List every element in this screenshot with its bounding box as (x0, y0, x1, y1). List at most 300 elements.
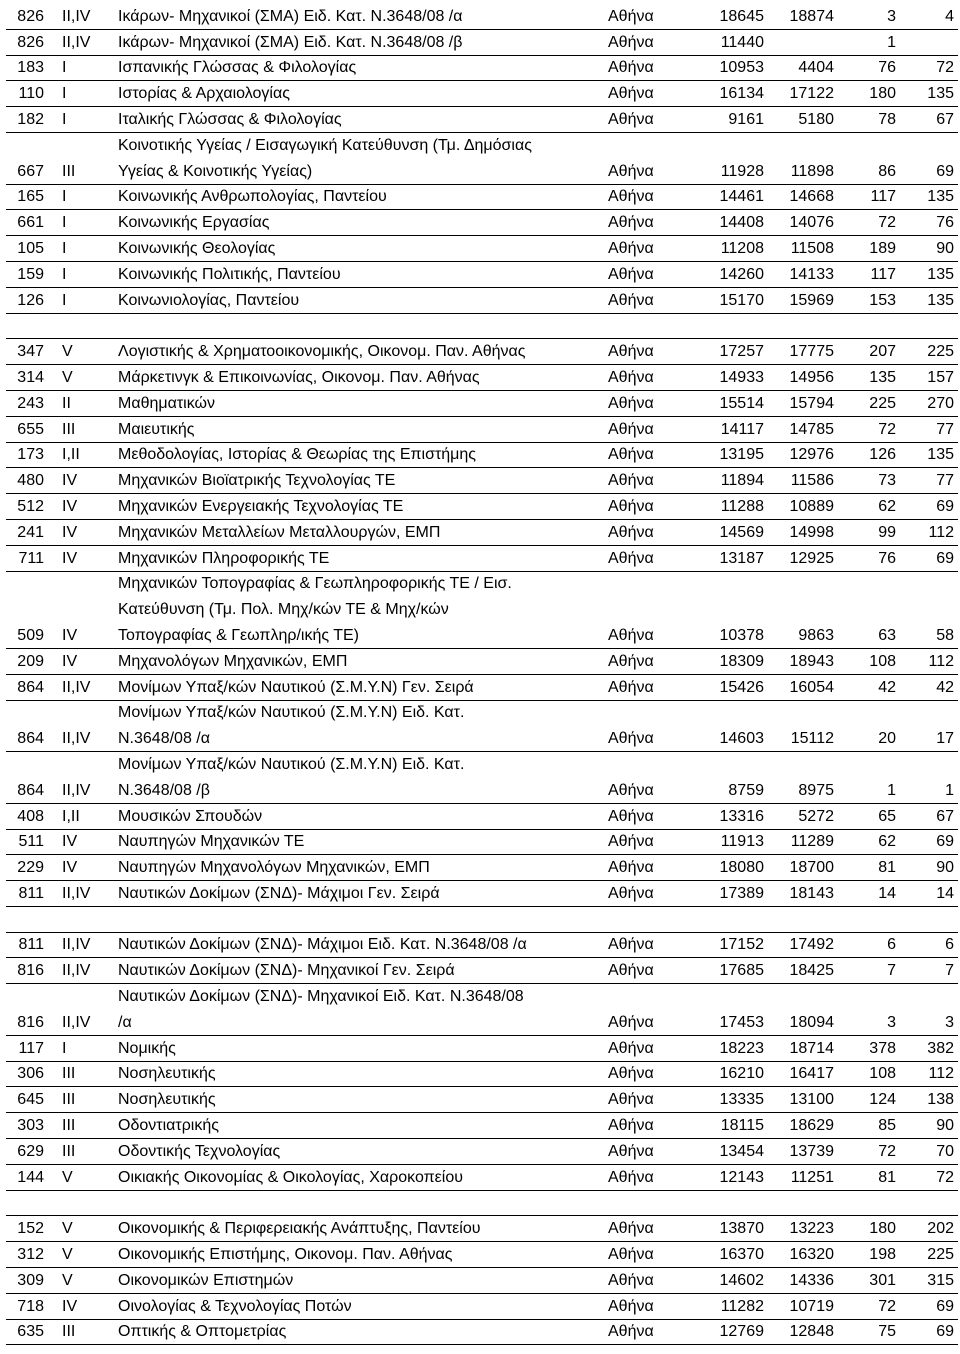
department-name-line: Μηχανολόγων Μηχανικών, ΕΜΠ (118, 652, 348, 670)
places-2-cell: 76 (936, 214, 954, 232)
department-code-cell: 229 (17, 859, 44, 877)
department-name-line: Μηχανικών Τοπογραφίας & Γεωπληροφορικής ΤΕ / Εισ. (118, 575, 512, 593)
department-name-cell (108, 187, 608, 206)
score-1-cell: 17389 (719, 884, 764, 902)
table-row (6, 1087, 958, 1113)
score-1-cell: 10953 (719, 59, 764, 77)
department-name-cell (108, 523, 608, 542)
places-2-cell: 4 (945, 7, 954, 25)
score-2-cell: 18629 (789, 1117, 834, 1135)
department-code-cell: 811 (18, 884, 44, 902)
department-name-line: /α (118, 1013, 132, 1031)
city-cell: Αθήνα (608, 1039, 654, 1057)
scientific-field-cell: I (62, 59, 67, 77)
department-name-line: Ισπανικής Γλώσσας & Φιλολογίας (118, 59, 357, 77)
department-name-cell (108, 368, 608, 387)
score-2-cell: 9863 (798, 626, 834, 644)
score-1-cell: 13454 (719, 1142, 764, 1160)
department-code-cell: 309 (17, 1271, 44, 1289)
department-name-line: Κοινωνιολογίας, Παντείου (118, 291, 300, 309)
scientific-field-cell: III (62, 1323, 76, 1341)
places-2-cell: 3 (945, 1013, 954, 1031)
city-cell: Αθήνα (608, 472, 654, 490)
score-2-cell: 10889 (789, 497, 834, 515)
places-1-cell: 20 (878, 730, 896, 748)
score-2-cell: 18714 (789, 1039, 834, 1057)
city-cell: Αθήνα (608, 188, 654, 206)
department-name-line: Μεθοδολογίας, Ιστορίας & Θεωρίας της Επιστήμης (118, 446, 477, 464)
department-name-cell (108, 1064, 608, 1083)
department-code-cell: 826 (17, 33, 44, 51)
department-code-cell: 165 (17, 188, 44, 206)
table-row (6, 520, 958, 546)
city-cell: Αθήνα (608, 807, 654, 825)
score-1-cell: 8759 (728, 781, 764, 799)
city-cell: Αθήνα (608, 1142, 654, 1160)
score-2-cell: 18143 (789, 884, 834, 902)
city-cell: Αθήνα (608, 1323, 654, 1341)
department-name-cell (108, 445, 608, 464)
places-2-cell: 135 (927, 85, 954, 103)
department-code-cell: 816 (17, 1013, 44, 1031)
table-row (6, 365, 958, 391)
city-cell: Αθήνα (608, 884, 654, 902)
department-name-cell (108, 1271, 608, 1290)
places-1-cell: 3 (887, 7, 896, 25)
department-name-cell (108, 678, 608, 697)
table-row (6, 1294, 958, 1320)
table-row (6, 417, 958, 443)
places-2-cell: 17 (936, 730, 954, 748)
department-name-line: Οινολογίας & Τεχνολογίας Ποτών (118, 1297, 352, 1315)
department-name-line: Μονίμων Υπαξ/κών Ναυτικού (Σ.Μ.Υ.Ν) Ειδ. Κατ. (118, 704, 465, 722)
places-2-cell: 67 (936, 110, 954, 128)
department-name-cell (108, 858, 608, 877)
score-2-cell: 12925 (789, 549, 834, 567)
score-2-cell: 5272 (798, 807, 834, 825)
places-2-cell: 135 (927, 265, 954, 283)
table-row (6, 133, 958, 185)
department-code-cell: 645 (17, 1091, 44, 1109)
score-2-cell: 13739 (789, 1142, 834, 1160)
places-2-cell: 69 (936, 833, 954, 851)
scientific-field-cell: IV (62, 626, 78, 644)
score-1-cell: 15514 (719, 394, 764, 412)
department-name-cell (108, 239, 608, 258)
city-cell: Αθήνα (608, 85, 654, 103)
department-name-line: Οικονομικής Επιστήμης, Οικονομ. Παν. Αθήνας (118, 1246, 453, 1264)
department-name-cell (108, 1168, 608, 1187)
scientific-field-cell: I (62, 291, 67, 309)
department-name-line: Μουσικών Σπουδών (118, 807, 263, 825)
city-cell: Αθήνα (608, 859, 654, 877)
department-code-cell: 105 (17, 239, 44, 257)
score-1-cell: 11282 (720, 1297, 764, 1315)
department-name-cell (108, 136, 608, 181)
city-cell: Αθήνα (608, 652, 654, 670)
places-1-cell: 72 (878, 1142, 896, 1160)
score-1-cell: 14408 (719, 214, 764, 232)
department-code-cell: 303 (17, 1117, 44, 1135)
places-2-cell: 202 (927, 1220, 954, 1238)
city-cell: Αθήνα (608, 7, 654, 25)
department-code-cell: 183 (17, 59, 44, 77)
scientific-field-cell: IV (62, 1297, 78, 1315)
department-name-line: Ν.3648/08 /α (118, 730, 210, 748)
score-1-cell: 18115 (720, 1117, 764, 1135)
department-name-line: Οικονομικής & Περιφερειακής Ανάπτυξης, Παντείου (118, 1220, 481, 1238)
spacer-row (6, 1191, 958, 1217)
city-cell: Αθήνα (608, 343, 654, 361)
score-2-cell: 14133 (789, 265, 834, 283)
department-name-cell (108, 549, 608, 568)
department-name-line: Κοινωνικής Ανθρωπολογίας, Παντείου (118, 188, 387, 206)
department-code-cell: 512 (17, 497, 44, 515)
places-2-cell: 72 (936, 1168, 954, 1186)
scientific-field-cell: I (62, 85, 67, 103)
department-name-cell (108, 961, 608, 980)
places-1-cell: 180 (869, 1220, 896, 1238)
department-name-line: Οικονομικών Επιστημών (118, 1271, 294, 1289)
score-2-cell: 18425 (789, 962, 834, 980)
department-name-cell (108, 265, 608, 284)
score-1-cell: 13335 (719, 1091, 764, 1109)
table-row (6, 1216, 958, 1242)
places-2-cell: 70 (936, 1142, 954, 1160)
department-name-cell (108, 394, 608, 413)
scientific-field-cell: I,II (62, 446, 80, 464)
score-1-cell: 18223 (719, 1039, 764, 1057)
department-name-cell (108, 807, 608, 826)
department-code-cell: 864 (17, 678, 44, 696)
score-2-cell: 18874 (789, 7, 834, 25)
places-1-cell: 180 (869, 85, 896, 103)
score-1-cell: 14933 (719, 368, 764, 386)
score-1-cell: 12769 (719, 1323, 764, 1341)
scientific-field-cell: I (62, 110, 67, 128)
places-2-cell: 382 (927, 1039, 954, 1057)
department-name-line: Οδοντιατρικής (118, 1117, 219, 1135)
places-1-cell: 7 (887, 962, 896, 980)
department-name-cell (108, 471, 608, 490)
places-2-cell: 69 (936, 497, 954, 515)
places-1-cell: 126 (869, 446, 896, 464)
city-cell: Αθήνα (608, 420, 654, 438)
score-1-cell: 16370 (719, 1246, 764, 1264)
department-name-cell (108, 574, 608, 645)
department-name-line: Νοσηλευτικής (118, 1091, 216, 1109)
score-2-cell: 5180 (798, 110, 834, 128)
department-code-cell: 629 (17, 1142, 44, 1160)
score-2-cell: 16320 (789, 1246, 834, 1264)
scientific-field-cell: IV (62, 549, 78, 567)
department-name-line: Ναυτικών Δοκίμων (ΣΝΔ)- Μάχιμοι Γεν. Σειρά (118, 884, 440, 902)
department-name-line: Οπτικής & Οπτομετρίας (118, 1323, 287, 1341)
department-name-cell (108, 987, 608, 1032)
places-1-cell: 76 (878, 549, 896, 567)
city-cell: Αθήνα (608, 59, 654, 77)
places-2-cell: 77 (936, 420, 954, 438)
department-name-line: Οδοντικής Τεχνολογίας (118, 1142, 281, 1160)
city-cell: Αθήνα (608, 265, 654, 283)
city-cell: Αθήνα (608, 1297, 654, 1315)
score-1-cell: 16210 (719, 1065, 764, 1083)
score-2-cell: 17775 (789, 343, 834, 361)
score-1-cell: 18645 (719, 7, 764, 25)
department-name-cell (108, 1219, 608, 1238)
scientific-field-cell: II,IV (62, 33, 91, 51)
department-name-cell (108, 935, 608, 954)
score-2-cell: 15969 (789, 291, 834, 309)
table-row (6, 1268, 958, 1294)
department-name-line: Ναυπηγών Μηχανικών ΤΕ (118, 833, 305, 851)
department-name-cell (108, 342, 608, 361)
score-1-cell: 11208 (720, 239, 764, 257)
department-name-cell (108, 755, 608, 800)
scientific-field-cell: II,IV (62, 730, 91, 748)
places-2-cell: 315 (927, 1271, 954, 1289)
city-cell: Αθήνα (608, 1246, 654, 1264)
score-1-cell: 14569 (719, 523, 764, 541)
places-2-cell: 270 (927, 394, 954, 412)
places-1-cell: 153 (869, 291, 896, 309)
score-2-cell: 18094 (789, 1013, 834, 1031)
places-2-cell: 69 (936, 1323, 954, 1341)
places-1-cell: 72 (878, 420, 896, 438)
department-name-line: Νοσηλευτικής (118, 1065, 216, 1083)
score-1-cell: 14461 (719, 188, 764, 206)
department-name-line: Μηχανικών Μεταλλείων Μεταλλουργών, ΕΜΠ (118, 523, 441, 541)
table-row (6, 1036, 958, 1062)
places-2-cell: 6 (945, 936, 954, 954)
department-code-cell: 126 (17, 291, 44, 309)
table-row (6, 185, 958, 211)
score-2-cell: 4404 (798, 59, 834, 77)
scientific-field-cell: V (62, 1220, 73, 1238)
city-cell: Αθήνα (608, 291, 654, 309)
places-1-cell: 72 (878, 1297, 896, 1315)
score-1-cell: 14602 (719, 1271, 764, 1289)
score-2-cell: 11251 (790, 1168, 834, 1186)
score-1-cell: 17152 (719, 936, 764, 954)
places-2-cell: 58 (936, 626, 954, 644)
places-2-cell: 225 (927, 343, 954, 361)
places-1-cell: 62 (878, 833, 896, 851)
spacer-row (6, 314, 958, 340)
score-2-cell: 16417 (789, 1065, 834, 1083)
scientific-field-cell: III (62, 420, 76, 438)
department-name-line: Ιταλικής Γλώσσας & Φιλολογίας (118, 110, 342, 128)
places-1-cell: 72 (878, 214, 896, 232)
city-cell: Αθήνα (608, 162, 654, 180)
city-cell: Αθήνα (608, 446, 654, 464)
city-cell: Αθήνα (608, 1271, 654, 1289)
places-2-cell: 135 (927, 188, 954, 206)
score-1-cell: 10378 (719, 626, 764, 644)
scientific-field-cell: I,II (62, 807, 80, 825)
places-2-cell: 138 (927, 1091, 954, 1109)
score-2-cell: 11586 (790, 472, 834, 490)
places-2-cell: 69 (936, 162, 954, 180)
department-code-cell: 110 (18, 85, 44, 103)
score-1-cell: 15170 (719, 291, 764, 309)
score-2-cell: 14668 (789, 188, 834, 206)
scientific-field-cell: III (62, 1065, 76, 1083)
department-name-line: Μηχανικών Πληροφορικής ΤΕ (118, 549, 330, 567)
scientific-field-cell: II,IV (62, 7, 91, 25)
score-2-cell: 13223 (789, 1220, 834, 1238)
table-row (6, 804, 958, 830)
department-name-line: Υγείας & Κοινοτικής Υγείας) (118, 162, 313, 180)
places-1-cell: 81 (878, 859, 896, 877)
scientific-field-cell: V (62, 1271, 73, 1289)
city-cell: Αθήνα (608, 730, 654, 748)
departments-table (6, 4, 958, 1345)
scientific-field-cell: IV (62, 652, 78, 670)
department-name-line: Μονίμων Υπαξ/κών Ναυτικού (Σ.Μ.Υ.Ν) Γεν. Σειρά (118, 678, 474, 696)
scientific-field-cell: IV (62, 523, 78, 541)
scientific-field-cell: II,IV (62, 884, 91, 902)
score-1-cell: 13195 (719, 446, 764, 464)
score-1-cell: 12143 (719, 1168, 764, 1186)
department-code-cell: 144 (17, 1168, 44, 1186)
places-1-cell: 73 (878, 472, 896, 490)
score-1-cell: 11894 (720, 472, 764, 490)
department-name-cell (108, 1116, 608, 1135)
table-row (6, 210, 958, 236)
department-name-cell (108, 110, 608, 129)
scientific-field-cell: II (62, 394, 71, 412)
places-1-cell: 301 (869, 1271, 896, 1289)
department-name-line: Κατεύθυνση (Τμ. Πολ. Μηχ/κών ΤΕ & Μηχ/κών (118, 601, 449, 619)
city-cell: Αθήνα (608, 1168, 654, 1186)
places-1-cell: 75 (878, 1323, 896, 1341)
table-row (6, 572, 958, 649)
table-row (6, 56, 958, 82)
score-1-cell: 11288 (720, 497, 764, 515)
score-2-cell: 14956 (789, 368, 834, 386)
department-name-line: Ναυπηγών Μηχανολόγων Μηχανικών, ΕΜΠ (118, 859, 430, 877)
places-2-cell: 90 (936, 239, 954, 257)
places-2-cell: 1 (945, 781, 954, 799)
places-1-cell: 124 (869, 1091, 896, 1109)
scientific-field-cell: V (62, 368, 73, 386)
places-1-cell: 117 (870, 188, 896, 206)
table-row (6, 1165, 958, 1191)
department-name-line: Τοπογραφίας & Γεωπληρ/ικής ΤΕ) (118, 626, 359, 644)
department-name-line: Μηχανικών Βιοϊατρικής Τεχνολογίας ΤΕ (118, 472, 396, 490)
scientific-field-cell: II,IV (62, 962, 91, 980)
score-2-cell: 11898 (790, 162, 834, 180)
score-1-cell: 14117 (720, 420, 764, 438)
department-name-line: Ικάρων- Μηχανικοί (ΣΜΑ) Ειδ. Κατ. Ν.3648/08 /β (118, 33, 463, 51)
table-row (6, 468, 958, 494)
city-cell: Αθήνα (608, 962, 654, 980)
department-name-line: Ναυτικών Δοκίμων (ΣΝΔ)- Μάχιμοι Ειδ. Κατ. Ν.3648/08 /α (118, 936, 527, 954)
department-code-cell: 312 (17, 1246, 44, 1264)
scientific-field-cell: II,IV (62, 1013, 91, 1031)
score-2-cell: 12976 (789, 446, 834, 464)
department-code-cell: 173 (17, 446, 44, 464)
score-2-cell: 14998 (789, 523, 834, 541)
places-2-cell: 135 (927, 446, 954, 464)
department-code-cell: 241 (17, 523, 44, 541)
places-1-cell: 86 (878, 162, 896, 180)
city-cell: Αθήνα (608, 1220, 654, 1238)
city-cell: Αθήνα (608, 368, 654, 386)
table-row (6, 984, 958, 1036)
department-name-line: Μαθηματικών (118, 394, 216, 412)
city-cell: Αθήνα (608, 110, 654, 128)
department-name-cell (108, 497, 608, 516)
places-2-cell: 112 (928, 1065, 954, 1083)
table-row (6, 1139, 958, 1165)
spacer-row (6, 907, 958, 933)
department-name-cell (108, 1297, 608, 1316)
department-name-cell (108, 1142, 608, 1161)
city-cell: Αθήνα (608, 936, 654, 954)
scientific-field-cell: I (62, 188, 67, 206)
places-1-cell: 42 (878, 678, 896, 696)
score-1-cell: 16134 (719, 85, 764, 103)
department-name-line: Μηχανικών Ενεργειακής Τεχνολογίας ΤΕ (118, 497, 404, 515)
score-1-cell: 13187 (719, 549, 764, 567)
score-2-cell: 18700 (789, 859, 834, 877)
city-cell: Αθήνα (608, 214, 654, 232)
department-code-cell: 655 (17, 420, 44, 438)
score-2-cell: 11289 (790, 833, 834, 851)
department-name-cell (108, 58, 608, 77)
places-1-cell: 62 (878, 497, 896, 515)
department-code-cell: 864 (17, 730, 44, 748)
department-code-cell: 408 (17, 807, 44, 825)
table-row (6, 701, 958, 753)
score-2-cell: 17122 (789, 85, 834, 103)
table-row (6, 236, 958, 262)
city-cell: Αθήνα (608, 33, 654, 51)
department-name-cell (108, 33, 608, 52)
department-name-line: Νομικής (118, 1039, 176, 1057)
department-code-cell: 314 (17, 368, 44, 386)
department-code-cell: 480 (17, 472, 44, 490)
scientific-field-cell: I (62, 214, 67, 232)
department-name-line: Κοινωνικής Πολιτικής, Παντείου (118, 265, 341, 283)
places-1-cell: 6 (887, 936, 896, 954)
score-2-cell: 8975 (798, 781, 834, 799)
score-1-cell: 15426 (719, 678, 764, 696)
department-code-cell: 182 (17, 110, 44, 128)
department-code-cell: 811 (18, 936, 44, 954)
places-1-cell: 1 (887, 781, 896, 799)
score-2-cell: 17492 (789, 936, 834, 954)
score-2-cell: 15112 (790, 730, 834, 748)
places-2-cell: 112 (928, 523, 954, 541)
department-code-cell: 159 (17, 265, 44, 283)
table-row (6, 546, 958, 572)
score-1-cell: 13870 (719, 1220, 764, 1238)
department-name-cell (108, 291, 608, 310)
department-name-line: Ναυτικών Δοκίμων (ΣΝΔ)- Μηχανικοί Γεν. Σειρά (118, 962, 455, 980)
score-2-cell: 11508 (790, 239, 834, 257)
score-1-cell: 14603 (719, 730, 764, 748)
places-2-cell: 42 (936, 678, 954, 696)
city-cell: Αθήνα (608, 1117, 654, 1135)
score-2-cell: 14336 (789, 1271, 834, 1289)
table-row (6, 30, 958, 56)
places-1-cell: 207 (869, 343, 896, 361)
table-row (6, 262, 958, 288)
city-cell: Αθήνα (608, 523, 654, 541)
